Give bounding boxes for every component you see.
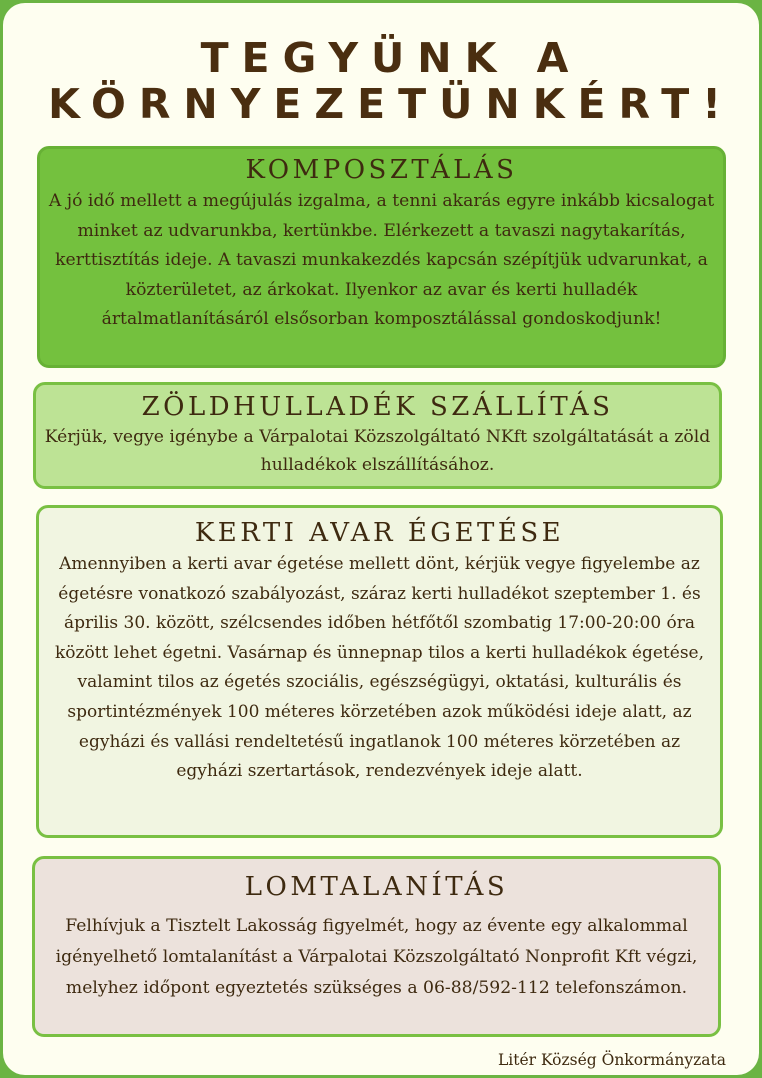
section-green-waste-transport [33, 382, 722, 489]
section-text-green-waste: Kérjük, vegye igénybe a Várpalotai Közszolgáltató NKft szolgáltatását a zöld hulladékok elszállításához. [44, 427, 711, 475]
section-composting [37, 146, 726, 368]
section-heading-green-waste: ZÖLDHULLADÉK SZÁLLÍTÁS [141, 392, 614, 422]
poster-title-line-2: KÖRNYEZETÜNKÉRT! [48, 80, 734, 128]
section-leaf-burning [36, 505, 723, 838]
section-text-bulky-waste: Felhívjuk a Tisztelt Lakosság figyelmét, hogy az évente egy alkalommal igényelhető lomtalanítást a Várpalotai Közszolgáltató Nonprofit Kft végzi, melyhez időpont egyeztetés szükséges a 06-88/592-112 telefonszámon. [55, 916, 698, 998]
section-text-leaf-burning: Amennyiben a kerti avar égetése mellett dönt, kérjük vegye figyelembe az égetésre vonatkozó szabályozást, száraz kerti hulladékot szeptember 1. és április 30. között, szélcsendes időben hétfőtől szombatig 17:00-20:00 óra között lehet égetni. Vasárnap és ünnepnap tilos a kerti hulladékok égetése, valamint tilos az égetés szociális, egészségügyi, oktatási, kulturális és sportintézmények 100 méteres körzetében azok működési ideje alatt, az egyházi és vallási rendeltetésű ingatlanok 100 méteres körzetében az egyházi szertartások, rendezvények ideje alatt. [54, 554, 705, 782]
poster-title-line-1: TEGYÜNK A [200, 34, 582, 82]
section-heading-composting: KOMPOSZTÁLÁS [245, 155, 518, 185]
section-bulky-waste [32, 856, 721, 1037]
footer-signature: Litér Község Önkormányzata [497, 1051, 726, 1069]
section-heading-leaf-burning: KERTI AVAR ÉGETÉSE [194, 518, 565, 548]
section-text-composting: A jó idő mellett a megújulás izgalma, a tenni akarás egyre inkább kicsalogat minket az udvarunkba, kertünkbe. Elérkezett a tavaszi nagytakarítás, kerttisztítás ideje. A tavaszi munkakezdés kapcsán szépítjük udvarunkat, a közterületet, az árkokat. Ilyenkor az avar és kerti hulladék ártalmatlanításáról elsősorban komposztálással gondoskodjunk! [48, 191, 715, 329]
section-heading-bulky-waste: LOMTALANÍTÁS [244, 872, 509, 902]
